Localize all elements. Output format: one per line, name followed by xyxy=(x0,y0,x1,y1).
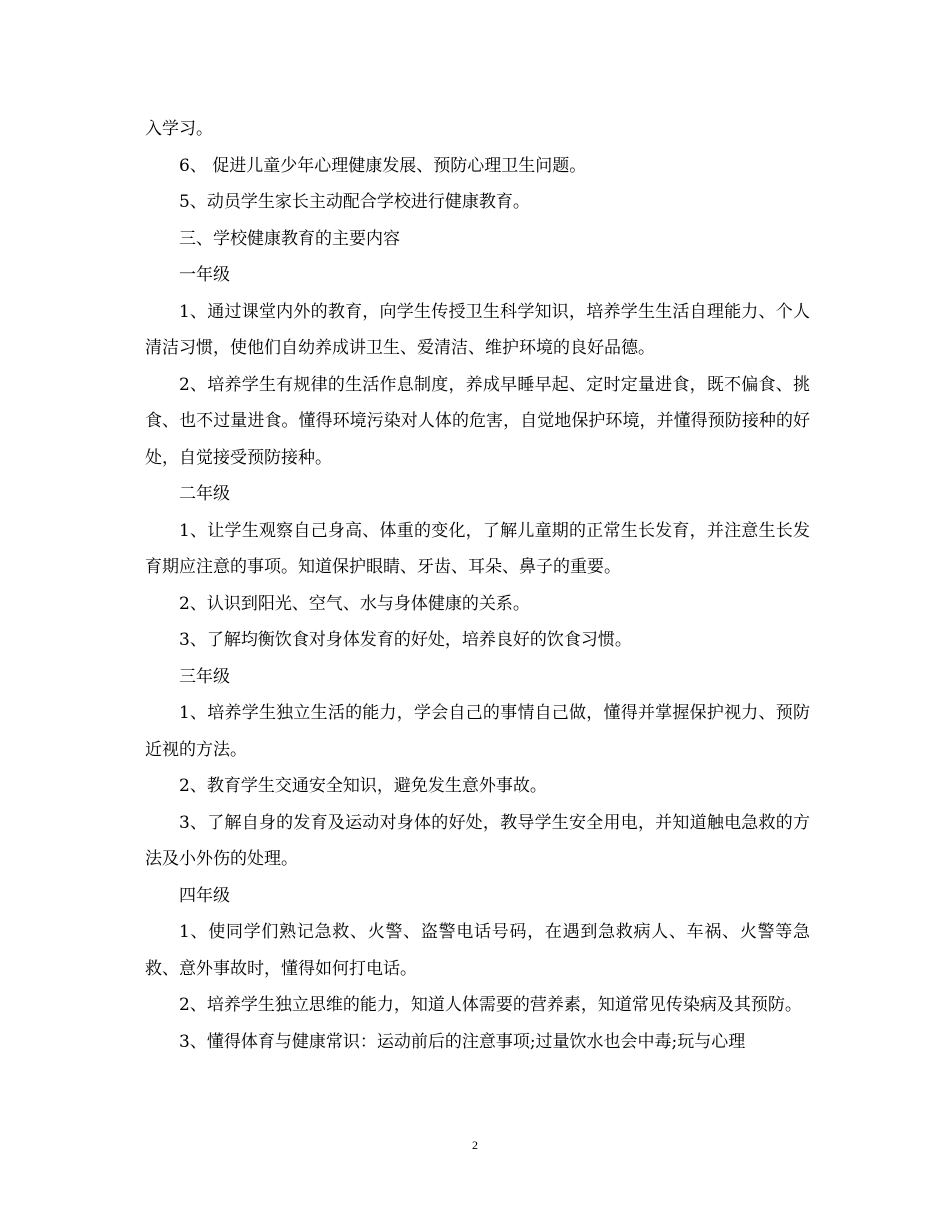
paragraph-item-5: 5、动员学生家长主动配合学校进行健康教育。 xyxy=(179,192,530,212)
grade-heading-2: 二年级 xyxy=(179,484,230,504)
grade1-item-2: 2、培养学生有规律的生活作息制度，养成早睡早起、定时定量进食，既不偏食、挑食、也不过量进食。懂得环境污染对人体的危害，自觉地保护环境，并懂得预防接种的好处，自觉接受预防接种。 xyxy=(145,374,810,468)
grade4-item-1: 1、使同学们熟记急救、火警、盗警电话号码，在遇到急救病人、车祸、火警等急救、意外事故时，懂得如何打电话。 xyxy=(145,922,810,979)
page-number: 2 xyxy=(472,1138,478,1152)
grade2-item-3: 3、了解均衡饮食对身体发育的好处，培养良好的饮食习惯。 xyxy=(179,630,632,650)
section-heading-main-content: 三、学校健康教育的主要内容 xyxy=(179,228,400,249)
document-body xyxy=(145,111,810,1060)
grade1-item-1: 1、通过课堂内外的教育，向学生传授卫生科学知识，培养学生生活自理能力、个人清洁习惯，使他们自幼养成讲卫生、爱清洁、维护环境的良好品德。 xyxy=(145,301,810,358)
grade4-item-2: 2、培养学生独立思维的能力，知道人体需要的营养素，知道常见传染病及其预防。 xyxy=(179,995,802,1015)
grade3-item-1: 1、培养学生独立生活的能力，学会自己的事情自己做，懂得并掌握保护视力、预防近视的方法。 xyxy=(145,703,810,760)
grade3-item-2: 2、教育学生交通安全知识，避免发生意外事故。 xyxy=(179,776,547,796)
grade-heading-4: 四年级 xyxy=(179,885,230,906)
paragraph-item-6: 6、 促进儿童少年心理健康发展、预防心理卫生问题。 xyxy=(179,155,587,176)
grade2-item-2: 2、认识到阳光、空气、水与身体健康的关系。 xyxy=(179,593,530,614)
grade3-item-3: 3、了解自身的发育及运动对身体的好处，教导学生安全用电，并知道触电急救的方法及小外伤的处理。 xyxy=(145,812,810,869)
grade2-item-1: 1、让学生观察自己身高、体重的变化，了解儿童期的正常生长发育，并注意生长发育期应注意的事项。知道保护眼睛、牙齿、耳朵、鼻子的重要。 xyxy=(145,520,810,577)
grade-heading-1: 一年级 xyxy=(179,265,230,285)
grade-heading-3: 三年级 xyxy=(179,666,230,687)
grade4-item-3: 3、懂得体育与健康常识：运动前后的注意事项;过量饮水也会中毒;玩与心理 xyxy=(179,1031,746,1052)
paragraph-continuation: 入学习。 xyxy=(145,119,213,139)
